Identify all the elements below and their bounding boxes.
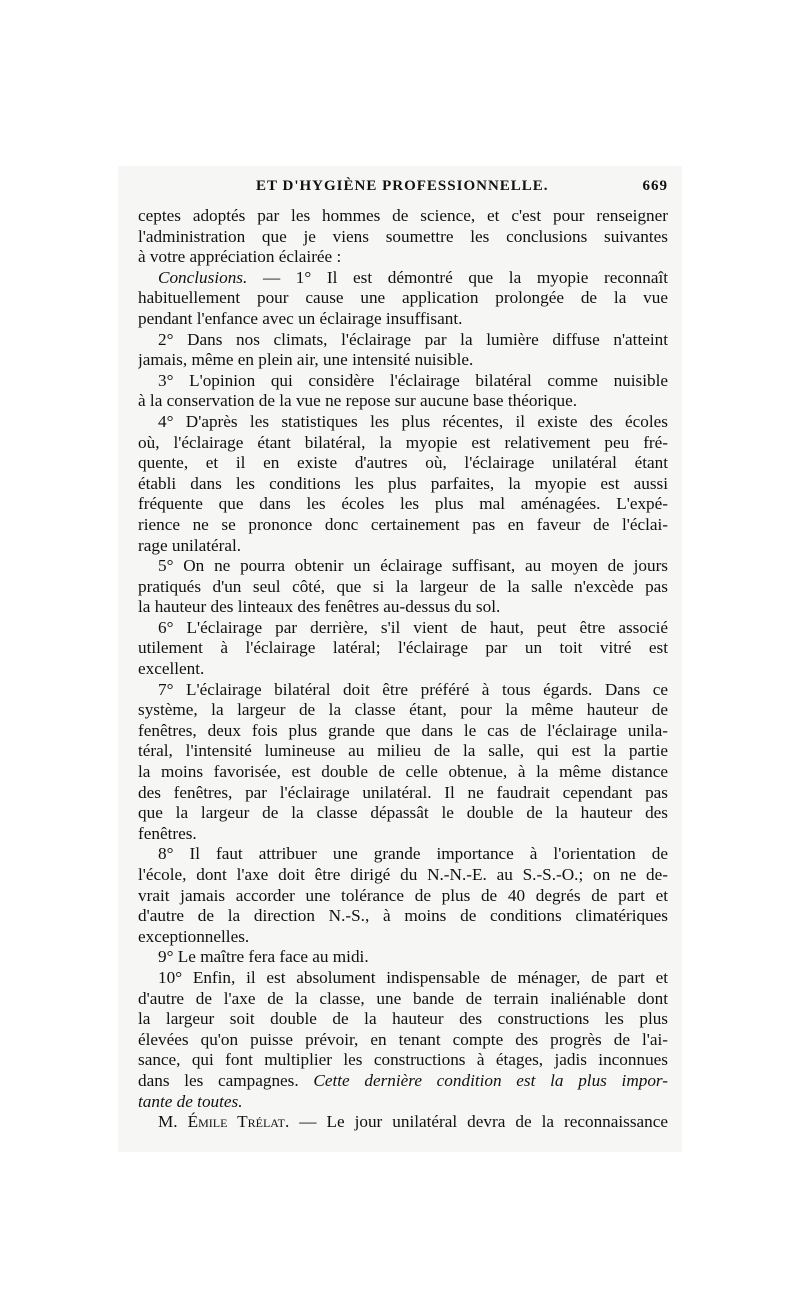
text-line: sance, qui font multiplier les constructions à étages, jadis inconnues	[138, 1050, 668, 1070]
text-line: vrait jamais accorder une tolérance de plus de 40 degrés de part et	[138, 885, 668, 905]
page-number: 669	[642, 178, 668, 194]
text-line: fenêtres.	[138, 823, 197, 843]
page-text	[138, 172, 668, 1133]
text-line: fréquente que dans les écoles les plus mal aménagées. L'expé-	[138, 494, 668, 514]
text-line: la largeur soit double de la hauteur des constructions les plus	[138, 1009, 668, 1029]
speaker-name: Émile Trélat.	[187, 1112, 290, 1132]
speaker-prefix: M.	[158, 1112, 188, 1132]
text-line: 9° Le maître fera face au midi.	[158, 947, 369, 967]
text-line: à votre appréciation éclairée :	[138, 247, 342, 267]
text-line: ceptes adoptés par les hommes de science, et c'est pour renseigner	[138, 206, 668, 225]
text-line: d'autre de l'axe de la classe, une bande de terrain inaliénable dont	[138, 988, 668, 1008]
campaign-text: dans les campagnes.	[138, 1070, 299, 1090]
conclusions-label: Conclusions.	[158, 267, 248, 287]
text-line: excellent.	[138, 659, 205, 679]
text-line: pendant l'enfance avec un éclairage insuffisant.	[138, 308, 463, 328]
text-line: quente, et il en existe d'autres où, l'éclairage unilatéral étant	[138, 453, 668, 473]
text-line: d'autre de la direction N.-S., à moins de conditions climatériques	[138, 906, 668, 926]
text-line: pratiqués d'un seul côté, que si la largeur de la salle n'excède pas	[138, 576, 668, 596]
italic-conclusion-start: Cette dernière condition est la plus impor-	[313, 1070, 668, 1090]
text-line: 6° L'éclairage par derrière, s'il vient de haut, peut être associé	[158, 617, 668, 637]
text-line: élevées qu'on puisse prévoir, en tenant compte des progrès de l'ai-	[138, 1029, 668, 1049]
text-line: 2° Dans nos climats, l'éclairage par la lumière diffuse n'atteint	[158, 329, 668, 349]
text-line: système, la largeur de la classe étant, pour la même hauteur de	[138, 700, 668, 720]
text-line: habituellement pour cause une application prolongée de la vue	[138, 288, 668, 308]
text-line: 8° Il faut attribuer une grande importance à l'orientation de	[158, 844, 668, 864]
text-line: établi dans les conditions les plus parfaites, la myopie est aussi	[138, 473, 668, 493]
text-line: jamais, même en plein air, une intensité nuisible.	[138, 350, 474, 370]
running-header	[138, 172, 668, 206]
conclusions-line	[138, 268, 668, 289]
text-line: 5° On ne pourra obtenir un éclairage suffisant, au moyen de jours	[158, 556, 668, 576]
conclusion-1-start: — 1° Il est démontré que la myopie reconnaît	[262, 267, 668, 287]
text-line: 7° L'éclairage bilatéral doit être préféré à tous égards. Dans ce	[158, 679, 668, 699]
running-title: ET D'HYGIÈNE PROFESSIONNELLE.	[256, 178, 549, 194]
text-line: rience ne se prononce donc certainement pas en faveur de l'éclai-	[138, 514, 668, 534]
text-line: des fenêtres, par l'éclairage unilatéral. Il ne faudrait cependant pas	[138, 782, 668, 802]
text-line: rage unilatéral.	[138, 535, 242, 555]
text-line: la moins favorisée, est double de celle obtenue, à la même distance	[138, 762, 668, 782]
italic-line: tante de toutes.	[138, 1091, 243, 1111]
text-line: la hauteur des linteaux des fenêtres au-dessus du sol.	[138, 597, 501, 617]
text-line: téral, l'intensité lumineuse au milieu de la salle, qui est la partie	[138, 741, 668, 761]
text-line: 10° Enfin, il est absolument indispensable de ménager, de part et	[158, 967, 668, 987]
text-line: 4° D'après les statistiques les plus récentes, il existe des écoles	[158, 411, 668, 431]
speaker-line	[138, 1112, 668, 1133]
text-line: que la largeur de la classe dépassât le double de la hauteur des	[138, 803, 668, 823]
mixed-line	[138, 1071, 668, 1092]
text-line: fenêtres, deux fois plus grande que dans le cas de l'éclairage unila-	[138, 720, 668, 740]
text-line: exceptionnelles.	[138, 926, 250, 946]
text-line: utilement à l'éclairage latéral; l'éclairage par un toit vitré est	[138, 638, 668, 658]
speaker-text: — Le jour unilatéral devra de la reconnaissance	[299, 1112, 668, 1132]
text-line: l'administration que je viens soumettre les conclusions suivantes	[138, 226, 668, 246]
text-line: l'école, dont l'axe doit être dirigé du N.-N.-E. au S.-S.-O.; on ne de-	[138, 865, 668, 884]
text-line: à la conservation de la vue ne repose sur aucune base théorique.	[138, 391, 578, 411]
text-line: 3° L'opinion qui considère l'éclairage bilatéral comme nuisible	[158, 370, 668, 390]
text-line: où, l'éclairage étant bilatéral, la myopie est relativement peu fré-	[138, 432, 668, 452]
